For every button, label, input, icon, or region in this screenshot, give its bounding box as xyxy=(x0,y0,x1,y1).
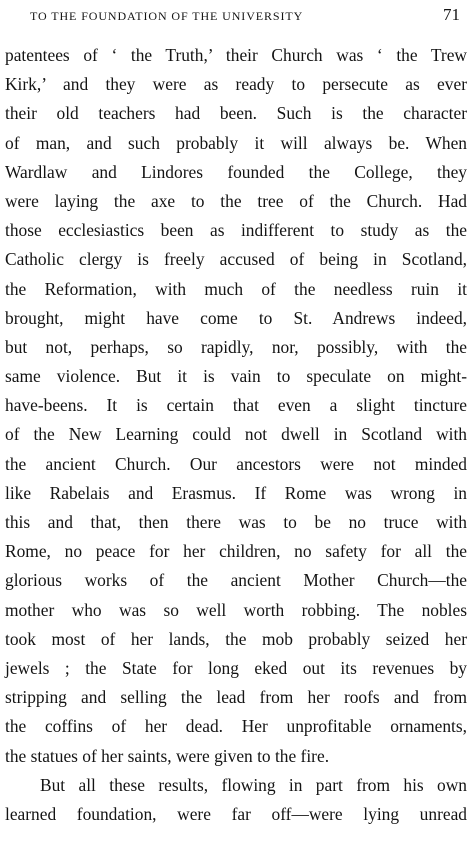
text-line: their old teachers had been. Such is the character xyxy=(5,103,467,124)
page-number: 71 xyxy=(443,5,460,24)
text-line: the ancient Church. Our ancestors were not minded xyxy=(5,453,467,474)
text-line: Rome, no peace for her children, no safety for all the xyxy=(5,541,467,562)
paragraph-start-line: But all these results, flowing in part from his own xyxy=(40,774,467,795)
text-line: stripping and selling the lead from her roofs and from xyxy=(5,687,467,708)
text-line: of man, and such probably it will always be. When xyxy=(5,132,467,153)
text-line: those ecclesiastics been as indifferent to study as the xyxy=(5,220,467,241)
text-line: were laying the axe to the tree of the Church. Had xyxy=(5,190,467,211)
text-line: the Reformation, with much of the needless ruin it xyxy=(5,278,467,299)
text-line: like Rabelais and Erasmus. If Rome was wrong in xyxy=(5,482,467,503)
text-line: same violence. But it is vain to speculate on might- xyxy=(5,366,467,387)
paragraph-end-line: the statues of her saints, were given to the fire. xyxy=(5,745,330,766)
text-line: have-beens. It is certain that even a slight tincture xyxy=(5,395,467,416)
running-head xyxy=(0,0,472,34)
text-line: patentees of ‘ the Truth,’ their Church was ‘ the Trew xyxy=(5,45,467,65)
text-line: took most of her lands, the mob probably seized her xyxy=(5,628,467,649)
text-line: glorious works of the ancient Mother Church—the xyxy=(5,570,467,591)
text-line: Kirk,’ and they were as ready to persecute as ever xyxy=(5,74,467,95)
text-line: Wardlaw and Lindores founded the College, they xyxy=(5,161,467,182)
text-line: but not, perhaps, so rapidly, nor, possibly, with the xyxy=(5,336,467,357)
text-line: Catholic clergy is freely accused of being in Scotland, xyxy=(5,249,467,270)
body-text xyxy=(0,41,472,829)
text-line: jewels ; the State for long eked out its revenues by xyxy=(5,657,467,678)
text-line: brought, might have come to St. Andrews indeed, xyxy=(5,307,467,328)
text-line: this and that, then there was to be no truce with xyxy=(5,512,467,532)
text-line: of the New Learning could not dwell in Scotland with xyxy=(5,424,467,445)
text-line: mother who was so well worth robbing. The nobles xyxy=(5,599,467,620)
running-title: TO THE FOUNDATION OF THE UNIVERSITY xyxy=(30,9,304,23)
text-line: the coffins of her dead. Her unprofitable ornaments, xyxy=(5,716,467,737)
text-line: learned foundation, were far off—were lying unread xyxy=(5,803,467,824)
